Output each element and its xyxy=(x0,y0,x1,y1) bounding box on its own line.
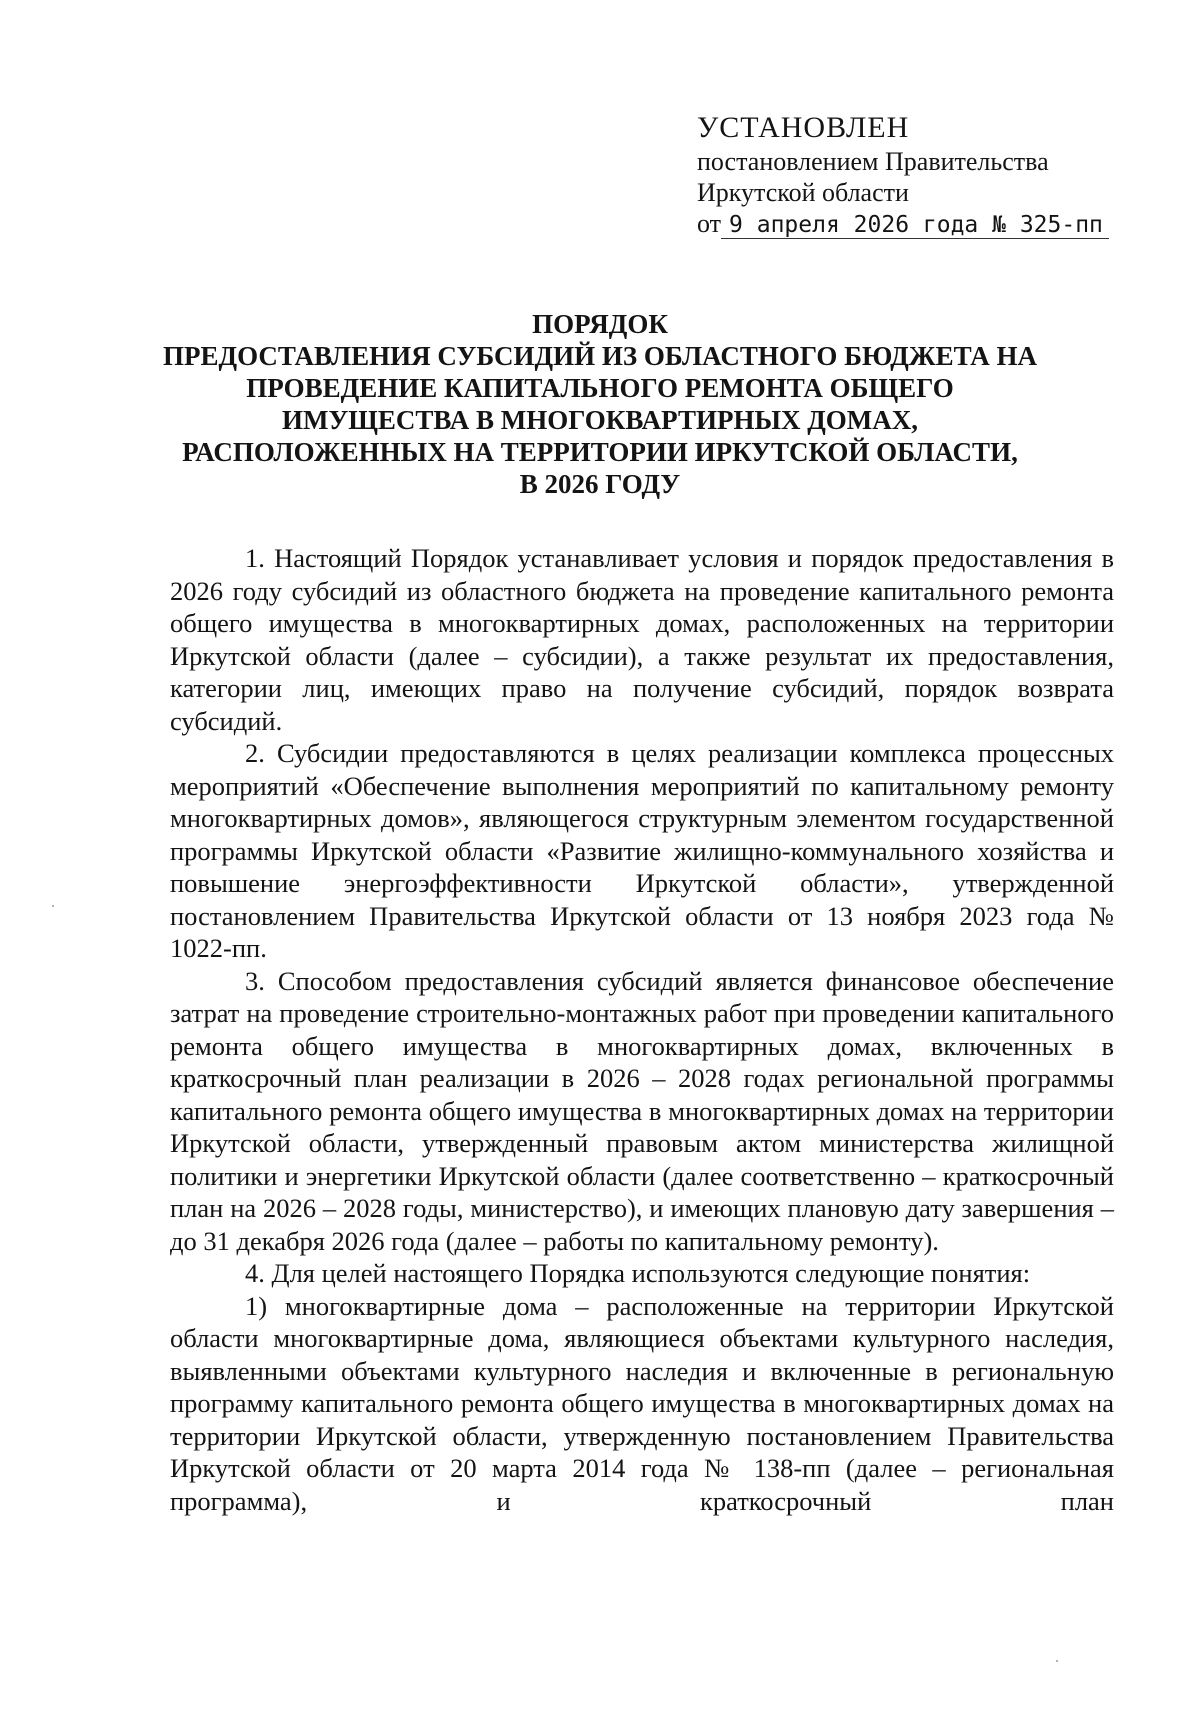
approval-date-number: 9 апреля 2026 года № 325-пп xyxy=(721,212,1109,239)
paragraph-1: 1. Настоящий Порядок устанавливает условия и порядок предоставления в 2026 году субсидий из областного бюджета на проведение капитального ремонта общего имущества в многоквартирных домах, расположенных на территории Иркутской области (далее – субсидии), а также результат их предоставления, категории лиц, имеющих право на получение субсидий, порядок возврата субсидий. xyxy=(170,543,1114,736)
approval-block xyxy=(697,110,1137,239)
paragraph-3: 3. Способом предоставления субсидий является финансовое обеспечение затрат на проведение строительно-монтажных работ при проведении капитального ремонта общего имущества в многоквартирных домах, включенных в краткосрочный план реализации в 2026 – 2028 годах региональной программы капитального ремонта общего имущества в многоквартирных домах на территории Иркутской области, утвержденный правовым актом министерства жилищной политики и энергетики Иркутской области (далее соответственно – краткосрочный план на 2026 – 2028 годы, министерство), и имеющих плановую дату завершения – до 31 декабря 2026 года (далее – работы по капитальному ремонту). xyxy=(170,965,1114,1256)
scan-speck xyxy=(52,905,54,907)
approval-word: УСТАНОВЛЕН xyxy=(697,111,910,144)
title-line-2: ПРЕДОСТАВЛЕНИЯ СУБСИДИЙ ИЗ ОБЛАСТНОГО БЮДЖЕТА НА xyxy=(162,341,1038,371)
paragraph-4: 4. Для целей настоящего Порядка используются следующие понятия: xyxy=(245,1258,1031,1288)
approval-line-2: Иркутской области xyxy=(697,178,909,207)
title-line-6: В 2026 ГОДУ xyxy=(519,469,681,499)
approval-date-prefix: от xyxy=(697,209,722,238)
title-line-5: РАСПОЛОЖЕННЫХ НА ТЕРРИТОРИИ ИРКУТСКОЙ ОБЛАСТИ, xyxy=(182,437,1018,467)
title-line-4: ИМУЩЕСТВА В МНОГОКВАРТИРНЫХ ДОМАХ, xyxy=(281,405,919,435)
title-line-1: ПОРЯДОК xyxy=(532,309,668,339)
paragraph-4-item-1: 1) многоквартирные дома – расположенные на территории Иркутской области многоквартирные дома, являющиеся объектами культурного наследия, выявленными объектами культурного наследия и включенные в региональную программу капитального ремонта общего имущества в многоквартирных домах на территории Иркутской области, утвержденную постановлением Правительства Иркутской области от 20 марта 2014 года № 138-пп (далее – региональная программа), и краткосрочный план xyxy=(170,1290,1114,1516)
title-line-3: ПРОВЕДЕНИЕ КАПИТАЛЬНОГО РЕМОНТА ОБЩЕГО xyxy=(246,373,954,403)
approval-line-1: постановлением Правительства xyxy=(697,147,1049,176)
document-body xyxy=(170,542,1114,1517)
paragraph-2: 2. Субсидии предоставляются в целях реализации комплекса процессных мероприятий «Обеспечение выполнения мероприятий по капитальному ремонту многоквартирных домов», являющегося структурным элементом государственной программы Иркутской области «Развитие жилищно-коммунального хозяйства и повышение энергоэффективности Иркутской области», утвержденной постановлением Правительства Иркутской области от 13 ноября 2023 года № 1022-пп. xyxy=(170,738,1114,963)
approval-date-line xyxy=(697,208,1137,239)
scan-speck xyxy=(1056,1660,1058,1662)
document-title xyxy=(150,308,1050,500)
